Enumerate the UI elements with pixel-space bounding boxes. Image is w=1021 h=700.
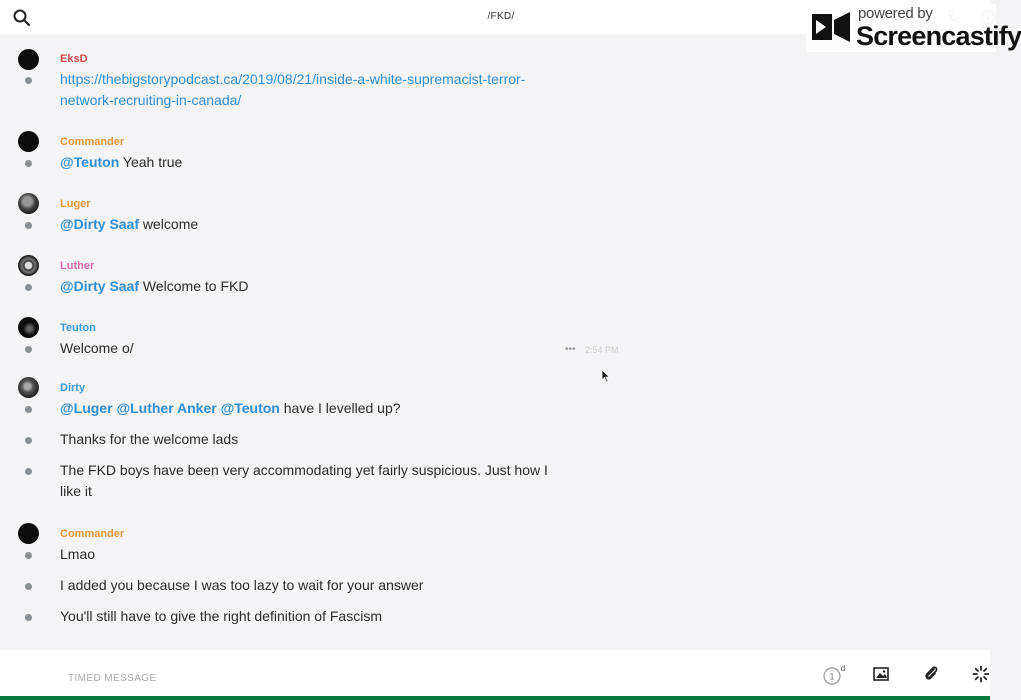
timer-unit: d (840, 664, 846, 673)
conversation-title: /FKD/ (487, 11, 515, 22)
message-bullet (25, 77, 32, 84)
message-bullet (25, 406, 32, 413)
message-author[interactable]: Dirty (60, 382, 86, 394)
message-bullet (25, 468, 32, 475)
mention-link[interactable]: @Dirty Saaf (60, 278, 140, 294)
message-text: @Luger @Luther Anker @Teuton have I levelled up? (60, 400, 401, 416)
message-text: Welcome o/ (60, 340, 134, 356)
sparkle-icon[interactable] (972, 665, 990, 683)
avatar[interactable] (18, 317, 39, 338)
mention-link[interactable]: @Teuton (60, 154, 120, 170)
message-text: Thanks for the welcome lads (60, 431, 239, 447)
avatar[interactable] (18, 377, 39, 398)
avatar[interactable] (18, 255, 39, 276)
composer-bar (0, 650, 990, 696)
paperclip-icon[interactable] (922, 664, 940, 684)
mouse-cursor-icon (601, 369, 611, 383)
message-author[interactable]: EksD (60, 53, 88, 65)
message-author[interactable]: Teuton (60, 322, 96, 334)
message-text (60, 69, 570, 111)
timer-value: 1 (829, 671, 835, 682)
message-bullet (25, 222, 32, 229)
message-timestamp: 2:54 PM (585, 345, 619, 355)
message-link[interactable]: https://thebigstorypodcast.ca/2019/08/21/inside-a-white-supremacist-terror-network-recruiting-in-canada/ (60, 71, 526, 108)
mention-link[interactable]: @Luger (60, 400, 113, 416)
mention-link[interactable]: @Teuton (220, 400, 280, 416)
avatar[interactable] (18, 523, 39, 544)
watermark-small-text: powered by (858, 5, 933, 22)
timed-message-input[interactable] (66, 669, 670, 687)
message-bullet (25, 284, 32, 291)
mention-link[interactable]: @Luther Anker (116, 400, 217, 416)
message-text: The FKD boys have been very accommodating yet fairly suspicious. Just how I like it (60, 462, 548, 499)
message-bullet (25, 552, 32, 559)
message-text: @Teuton Yeah true (60, 154, 183, 170)
message-author[interactable]: Luger (60, 198, 91, 210)
message-author[interactable]: Commander (60, 136, 125, 148)
avatar[interactable] (18, 193, 39, 214)
avatar[interactable] (18, 49, 39, 70)
message-bullet (25, 437, 32, 444)
message-author[interactable]: Luther (60, 260, 95, 272)
mention-link[interactable]: @Dirty Saaf (60, 216, 140, 232)
message-text: I added you because I was too lazy to wait for your answer (60, 577, 424, 593)
message-bullet (25, 346, 32, 353)
message-text: You'll still have to give the right definition of Fascism (60, 608, 382, 624)
message-text: @Dirty Saaf Welcome to FKD (60, 278, 249, 294)
message-text: Lmao (60, 546, 96, 562)
window-bottom-border (0, 696, 990, 700)
message-bullet (25, 160, 32, 167)
screencastify-watermark (806, 4, 1021, 52)
message-bullet (25, 583, 32, 590)
timer-icon[interactable] (822, 664, 846, 686)
message-more-actions-button[interactable]: ••• (565, 344, 576, 355)
avatar[interactable] (18, 131, 39, 152)
message-text: @Dirty Saaf welcome (60, 216, 199, 232)
message-bullet (25, 614, 32, 621)
message-list (0, 34, 990, 650)
camera-logo-icon (810, 8, 852, 46)
watermark-brand-text: Screencastify (856, 21, 1021, 51)
image-icon[interactable] (872, 665, 890, 683)
message-author[interactable]: Commander (60, 528, 125, 540)
